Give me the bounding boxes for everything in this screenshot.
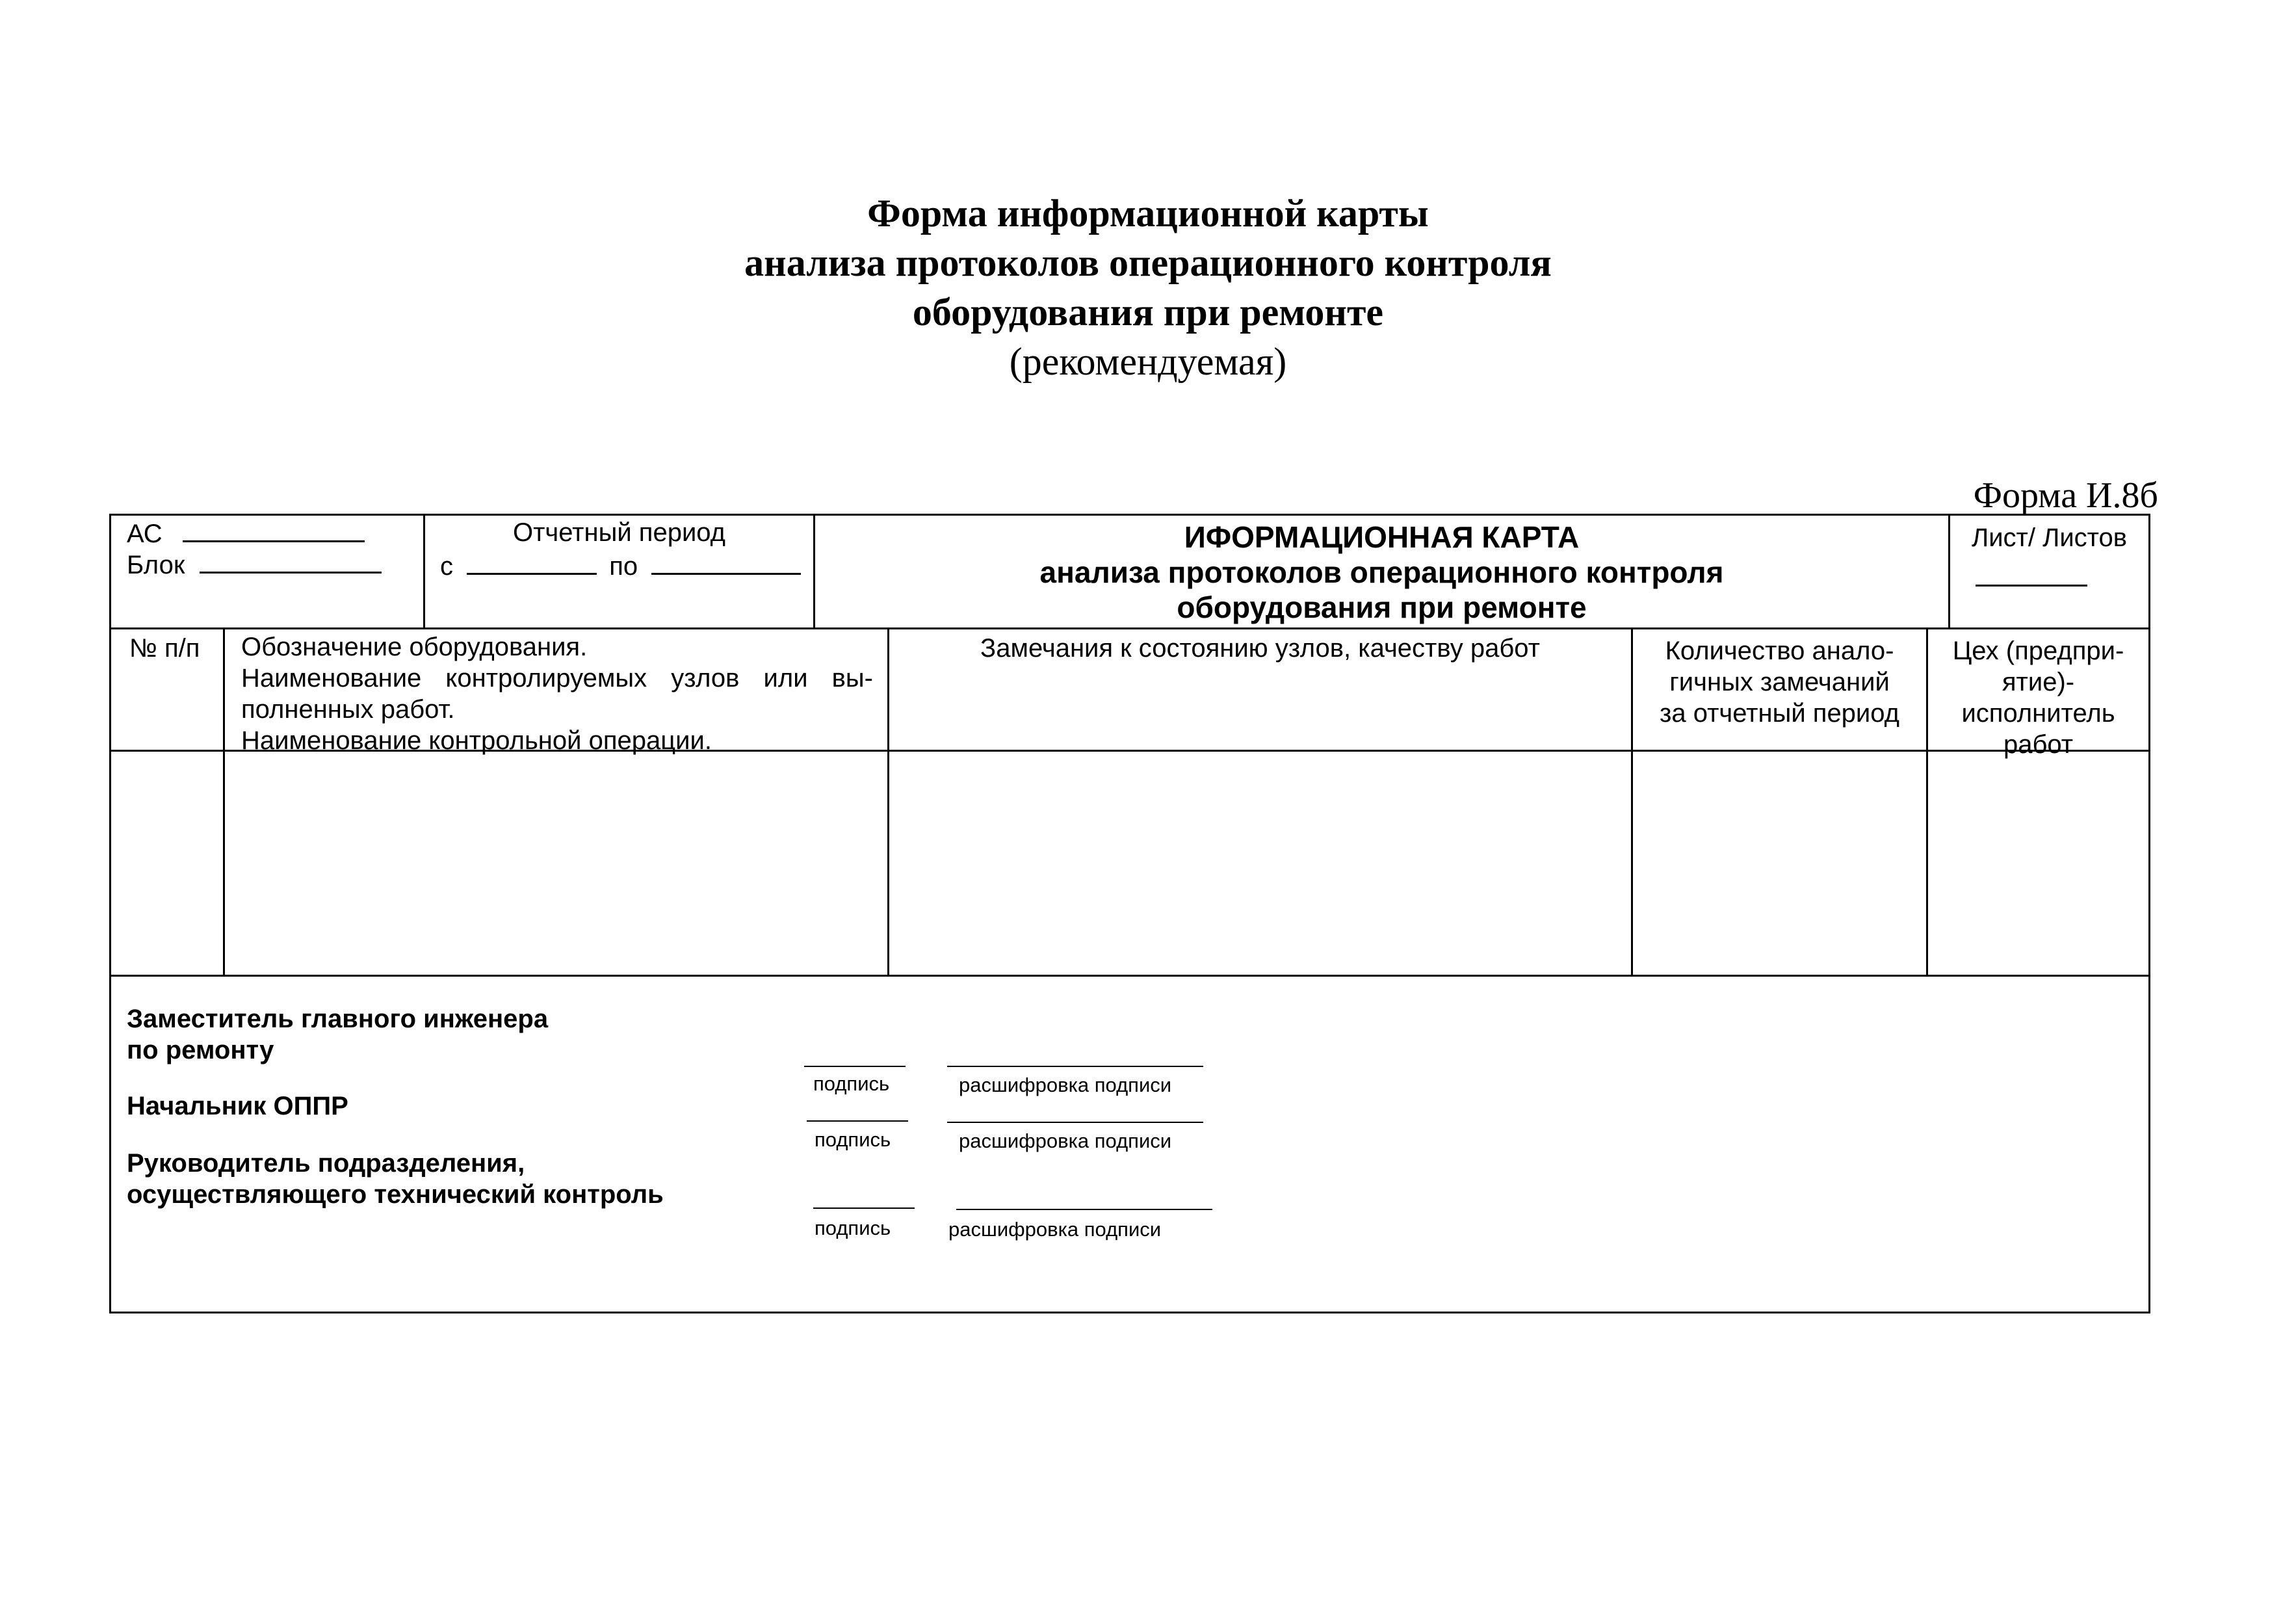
signature-line-2[interactable]	[807, 1120, 908, 1122]
period-label: Отчетный период	[512, 518, 725, 547]
col-num-header: № п/п	[129, 634, 200, 663]
signature-caption-2: подпись	[815, 1128, 891, 1151]
title-line-3: оборудования при ремонте	[912, 291, 1384, 334]
card-title-line-3: оборудования при ремонте	[1177, 590, 1587, 624]
col-count-line-2: гичных замечаний	[1669, 668, 1890, 696]
role-3-line-1: Руководитель подразделения,	[127, 1149, 525, 1178]
decode-caption-1: расшифровка подписи	[959, 1074, 1172, 1096]
col-equipment-line-2	[241, 663, 873, 694]
title-line-4: (рекомендуемая)	[1009, 340, 1287, 383]
col-equipment-line-1: Обозначение оборудования.	[241, 633, 588, 661]
information-card-form	[109, 514, 2150, 1313]
signature-line-1[interactable]	[804, 1066, 906, 1067]
card-title-line-2: анализа протоколов операционного контроля	[1039, 555, 1724, 589]
period-to-underline	[651, 548, 801, 575]
col-equipment-line-3: полненных работ.	[241, 695, 455, 724]
data-cell-shop[interactable]	[1928, 752, 2148, 975]
col-equipment-line-4: Наименование контрольной операции.	[241, 726, 712, 755]
decode-caption-2: расшифровка подписи	[959, 1129, 1172, 1152]
title-line-1: Форма информационной карты	[867, 192, 1429, 235]
period-from-underline	[467, 548, 597, 575]
period-range[interactable]	[440, 548, 801, 582]
block-underline	[200, 547, 382, 574]
col-count-line-1: Количество анало-	[1665, 637, 1894, 665]
signature-caption-1: подпись	[813, 1072, 890, 1095]
role-3-line-2: осуществляющего технический контроль	[127, 1180, 664, 1209]
decode-line-2[interactable]	[947, 1122, 1203, 1123]
col-shop-line-3: исполнитель	[1961, 699, 2115, 728]
col-shop-line-2: ятие)-	[2002, 668, 2075, 696]
data-cell-num[interactable]	[113, 752, 223, 975]
period-to-label: по	[609, 552, 638, 581]
decode-caption-3: расшифровка подписи	[948, 1218, 1162, 1241]
col-shop-line-4: работ	[2003, 730, 2074, 759]
sheet-underline	[1976, 585, 2087, 587]
data-cell-remarks[interactable]	[889, 752, 1631, 975]
block-field[interactable]	[127, 547, 382, 581]
data-cell-count[interactable]	[1633, 752, 1926, 975]
as-underline	[183, 516, 365, 542]
col-shop-line-1: Цех (предпри-	[1952, 637, 2124, 665]
block-label: Блок	[127, 551, 185, 579]
col-count-line-3: за отчетный период	[1660, 699, 1899, 728]
col-equipment-line-2-text: Наименование контролируемых узлов или вы-	[241, 664, 873, 693]
signature-caption-3: подпись	[815, 1217, 891, 1239]
sheet-label: Лист/ Листов	[1971, 523, 2128, 552]
title-line-2: анализа протоколов операционного контроля	[744, 241, 1552, 284]
role-1-line-1: Заместитель главного инженера	[127, 1005, 549, 1033]
role-2: Начальник ОППР	[127, 1092, 348, 1120]
signature-line-3[interactable]	[813, 1207, 915, 1209]
form-code: Форма И.8б	[1973, 475, 2158, 516]
card-title-line-1: ИФОРМАЦИОННАЯ КАРТА	[1184, 520, 1580, 554]
col-remarks-header: Замечания к состоянию узлов, качеству работ	[980, 634, 1540, 663]
period-from-label: с	[440, 552, 453, 581]
header-bottom-rule	[111, 627, 2148, 629]
body-bottom-rule	[111, 975, 2148, 977]
as-label: АС	[127, 520, 163, 548]
as-field[interactable]	[127, 516, 365, 549]
data-cell-equipment[interactable]	[225, 752, 887, 975]
role-1-line-2: по ремонту	[127, 1036, 274, 1064]
document-title	[0, 189, 2296, 386]
decode-line-1[interactable]	[947, 1066, 1203, 1067]
decode-line-3[interactable]	[956, 1209, 1212, 1210]
